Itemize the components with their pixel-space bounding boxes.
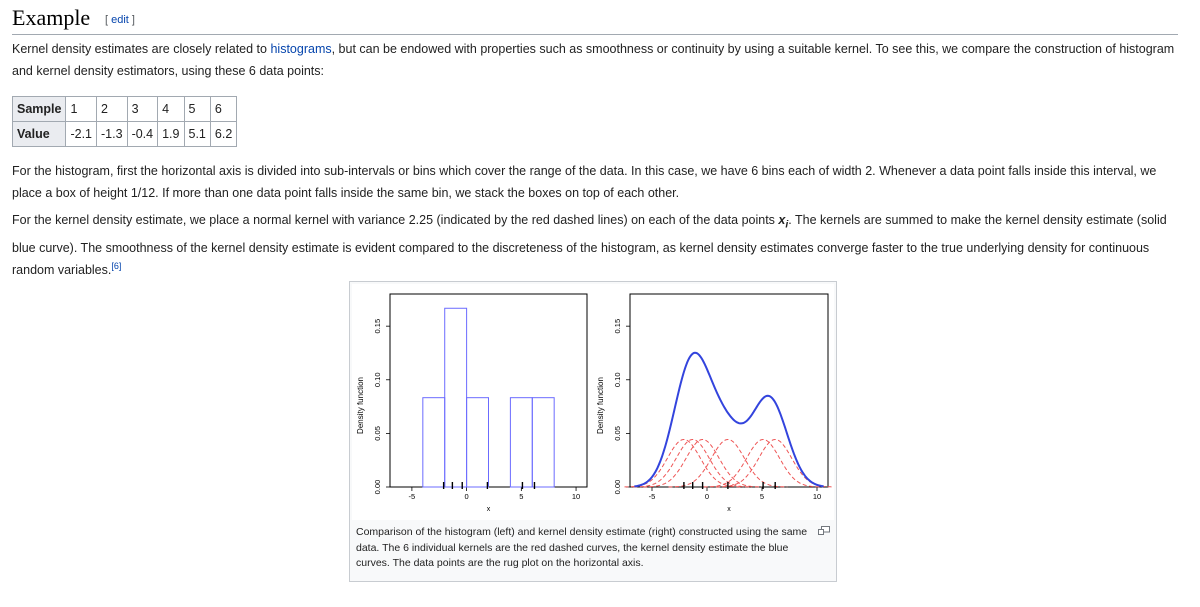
y-tick-label: 0.15 bbox=[373, 318, 382, 334]
x-tick-label: 10 bbox=[812, 492, 822, 501]
kde-comparison-figure bbox=[352, 284, 834, 520]
value-cell: -2.1 bbox=[66, 122, 97, 147]
x-tick-label: -5 bbox=[408, 492, 416, 501]
y-tick-label: 0.15 bbox=[613, 318, 622, 334]
y-axis-label: Density function bbox=[356, 377, 365, 434]
value-cell: 5.1 bbox=[184, 122, 210, 147]
y-tick-label: 0.05 bbox=[613, 426, 622, 441]
histogram-bar bbox=[445, 308, 467, 487]
x-tick-label: 0 bbox=[464, 492, 469, 501]
histogram-bar bbox=[467, 398, 489, 487]
sample-cell: 5 bbox=[184, 97, 210, 122]
histogram-bar bbox=[532, 398, 554, 487]
x-axis-label: x bbox=[727, 506, 731, 513]
x-axis-label: x bbox=[486, 506, 491, 513]
value-cell: -1.3 bbox=[97, 122, 128, 147]
value-cell: 1.9 bbox=[158, 122, 184, 147]
reference-link[interactable]: [6] bbox=[111, 260, 122, 271]
sample-cell: 2 bbox=[97, 97, 128, 122]
x-tick-label: 5 bbox=[519, 492, 524, 501]
histogram-paragraph: For the histogram, first the horizontal axis is divided into sub-intervals or bins which cover the range of the data. In this case, we have 6 bins each of width 2. Whenever a data point falls inside this interval, we place a box of height 1/12. If more than one data point falls inside the same bin, we stack the boxes on top of each other. bbox=[12, 164, 1157, 200]
sample-cell: 1 bbox=[66, 97, 97, 122]
y-tick-label: 0.05 bbox=[373, 426, 382, 441]
sample-cell: 3 bbox=[127, 97, 158, 122]
edit-section: [ edit ] bbox=[105, 14, 135, 26]
x-tick-label: 5 bbox=[759, 492, 765, 501]
sample-table bbox=[12, 96, 237, 147]
magnify-clip-icon[interactable] bbox=[818, 526, 830, 536]
sample-cell: 6 bbox=[210, 97, 236, 122]
x-tick-label: -5 bbox=[648, 492, 656, 501]
histograms-link[interactable]: histograms bbox=[270, 42, 332, 56]
value-cell: -0.4 bbox=[127, 122, 158, 147]
value-row bbox=[13, 122, 237, 147]
section-title: Example bbox=[12, 5, 91, 30]
sample-cell: 4 bbox=[158, 97, 184, 122]
kernel-curve bbox=[625, 440, 744, 487]
y-tick-label: 0.10 bbox=[613, 372, 622, 388]
x-tick-label: 10 bbox=[571, 492, 581, 501]
y-tick-label: 0.10 bbox=[373, 372, 382, 388]
edit-link[interactable]: edit bbox=[111, 14, 129, 26]
y-tick-label: 0.00 bbox=[613, 479, 622, 495]
histogram-bar bbox=[423, 398, 445, 487]
intro-paragraph: Kernel density estimates are closely related to histograms, but can be endowed with properties such as smoothness or continuity by using a suitable kernel. To see this, we compare the construction of histogram and kernel density estimators, using these 6 data points: bbox=[12, 42, 1175, 78]
xi-variable: $x_i$ bbox=[778, 213, 789, 231]
reference-sup bbox=[111, 260, 121, 270]
kernel-curve bbox=[669, 440, 788, 487]
value-cell: 6.2 bbox=[210, 122, 236, 147]
histogram-chart bbox=[356, 294, 587, 513]
kernel-curve bbox=[716, 440, 834, 487]
plot-frame bbox=[630, 294, 828, 487]
figure-thumbnail bbox=[349, 281, 837, 582]
value-header: Value bbox=[13, 122, 66, 147]
figure-caption: Comparison of the histogram (left) and kernel density estimate (right) constructed using the same data. The 6 individual kernels are the red dashed curves, the kernel density estimate the blue curves. The data points are the rug plot on the horizontal axis. bbox=[356, 526, 808, 569]
x-tick-label: 0 bbox=[704, 492, 710, 501]
kde-chart bbox=[596, 294, 834, 513]
y-axis-label: Density function bbox=[596, 377, 605, 434]
section-heading bbox=[12, 3, 1178, 35]
kde-paragraph: For the kernel density estimate, we place a normal kernel with variance 2.25 (indicated by the red dashed lines) on each of the data points $x_i$. The kernels are summed to make the kernel density estimate (solid blue curve). The smoothness of the kernel density estimate is evident compared to the discreteness of the histogram, as kernel density estimates converge faster to the true underlying density for continuous random variables.[6] bbox=[12, 213, 1167, 277]
figure-image[interactable] bbox=[352, 284, 834, 520]
sample-row bbox=[13, 97, 237, 122]
histogram-bar bbox=[510, 398, 532, 487]
sample-header: Sample bbox=[13, 97, 66, 122]
y-tick-label: 0.00 bbox=[373, 479, 382, 495]
